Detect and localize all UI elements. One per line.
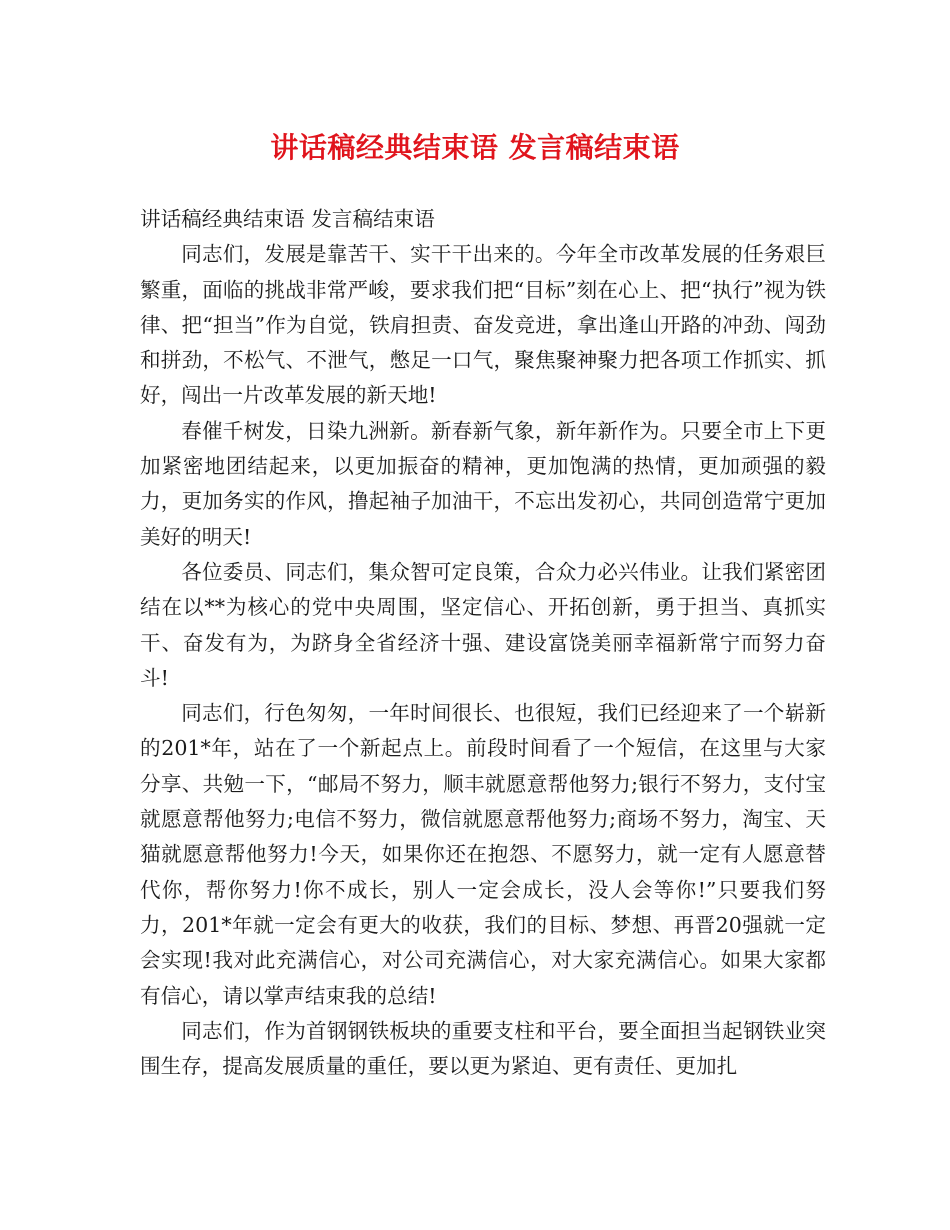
paragraph: 同志们，作为首钢钢铁板块的重要支柱和平台，要全面担当起钢铁业突围生存，提高发展质量的重任，要以更为紧迫、更有责任、更加扎 [140, 1018, 826, 1079]
document-title: 讲话稿经典结束语 发言稿结束语 [270, 131, 680, 164]
document-subtitle: 讲话稿经典结束语 发言稿结束语 [140, 207, 435, 231]
paragraph: 同志们，行色匆匆，一年时间很长、也很短，我们已经迎来了一个崭新的201*年，站在了一个新起点上。前段时间看了一个短信，在这里与大家分享、共勉一下，“邮局不努力，顺丰就愿意帮他努力;银行不努力，支付宝就愿意帮他努力;电信不努力，微信就愿意帮他努力;商场不努力，淘宝、天猫就愿意帮他努力!今天，如果你还在抱怨、不愿努力，就一定有人愿意替代你，帮你努力!你不成长，别人一定会成长，没人会等你!”只要我们努力，201*年就一定会有更大的收获，我们的目标、梦想、再晋20强就一定会实现!我对此充满信心，对公司充满信心，对大家充满信心。如果大家都有信心，请以掌声结束我的总结! [140, 701, 826, 1008]
document-body [140, 202, 826, 1084]
paragraph: 各位委员、同志们，集众智可定良策，合众力必兴伟业。让我们紧密团结在以**为核心的党中央周围，坚定信心、开拓创新，勇于担当、真抓实干、奋发有为，为跻身全省经济十强、建设富饶美丽幸福新常宁而努力奋斗! [140, 559, 826, 690]
paragraph: 同志们，发展是靠苦干、实干干出来的。今年全市改革发展的任务艰巨繁重，面临的挑战非常严峻，要求我们把“目标”刻在心上、把“执行”视为铁律、把“担当”作为自觉，铁肩担责、奋发竞进，拿出逢山开路的冲劲、闯劲和拼劲，不松气、不泄气，憋足一口气，聚焦聚神聚力把各项工作抓实、抓好，闯出一片改革发展的新天地! [140, 242, 826, 408]
paragraph: 春催千树发，日染九洲新。新春新气象，新年新作为。只要全市上下更加紧密地团结起来，以更加振奋的精神，更加饱满的热情，更加顽强的毅力，更加务实的作风，撸起袖子加油干，不忘出发初心，共同创造常宁更加美好的明天! [140, 418, 826, 549]
